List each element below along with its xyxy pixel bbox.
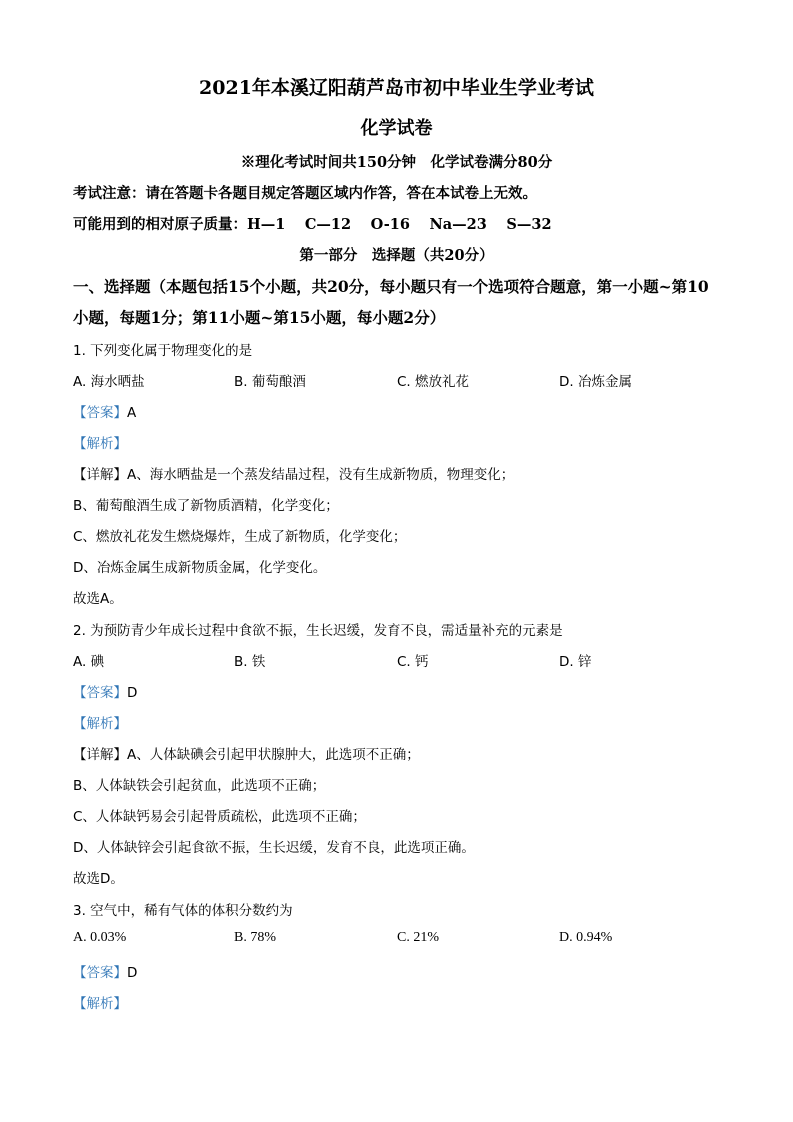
section-instruction-line2: 小题，每题1分；第11小题~第15小题，每小题2分） <box>73 308 446 327</box>
question-2-answer <box>73 681 137 701</box>
question-1-detail-line: B、葡萄酿酒生成了新物质酒精，化学变化； <box>73 498 339 514</box>
question-1-conclusion: 故选A。 <box>73 591 123 607</box>
question-2-option-c: C. 钙 <box>397 654 429 670</box>
part-title: 第一部分 选择题（共20分） <box>299 247 494 264</box>
question-3-analysis-tag: 【解析】 <box>73 996 127 1012</box>
question-3-answer <box>73 961 137 981</box>
question-1-detail-line: D、冶炼金属生成新物质金属，化学变化。 <box>73 560 327 576</box>
question-1-option-c: C. 燃放礼花 <box>397 374 470 390</box>
question-2-detail-line: D、人体缺锌会引起食欲不振，生长迟缓，发育不良，此选项正确。 <box>73 840 475 856</box>
question-2-stem: 2. 为预防青少年成长过程中食欲不振，生长迟缓，发育不良，需适量补充的元素是 <box>73 623 563 639</box>
question-2-option-b: B. 铁 <box>234 654 266 670</box>
question-2-conclusion: 故选D。 <box>73 871 124 887</box>
answer-value: D <box>127 685 138 701</box>
question-2-analysis-tag: 【解析】 <box>73 716 127 732</box>
question-3-stem: 3. 空气中，稀有气体的体积分数约为 <box>73 903 293 919</box>
question-3-option-a: A. 0.03% <box>73 930 127 945</box>
question-3-option-b: B. 78% <box>234 930 276 945</box>
question-3-option-d: D. 0.94% <box>559 930 613 945</box>
question-1-option-b: B. 葡萄酿酒 <box>234 374 306 390</box>
question-1-detail-line: 【详解】A、海水晒盐是一个蒸发结晶过程，没有生成新物质，物理变化； <box>73 467 515 483</box>
question-1-stem: 1. 下列变化属于物理变化的是 <box>73 343 253 359</box>
answer-tag: 【答案】 <box>73 405 127 421</box>
question-2-option-d: D. 锌 <box>559 654 592 670</box>
answer-tag: 【答案】 <box>73 965 127 981</box>
answer-value: A <box>127 405 137 421</box>
question-1-analysis-tag: 【解析】 <box>73 436 127 452</box>
section-instruction-line1: 一、选择题（本题包括15个小题，共20分，每小题只有一个选项符合题意，第一小题~第10 <box>73 277 709 296</box>
question-2-option-a: A. 碘 <box>73 654 105 670</box>
exam-subtitle: 化学试卷 <box>360 118 433 139</box>
question-1-option-a: A. 海水晒盐 <box>73 374 145 390</box>
question-2-detail-line: 【详解】A、人体缺碘会引起甲状腺肿大，此选项不正确； <box>73 747 420 763</box>
time-note: ※理化考试时间共150分钟 化学试卷满分80分 <box>240 154 553 171</box>
question-2-detail-line: C、人体缺钙易会引起骨质疏松，此选项不正确； <box>73 809 366 825</box>
question-1-detail-line: C、燃放礼花发生燃烧爆炸，生成了新物质，化学变化； <box>73 529 407 545</box>
question-1-answer <box>73 401 136 421</box>
answer-tag: 【答案】 <box>73 685 127 701</box>
question-2-detail-line: B、人体缺铁会引起贫血，此选项不正确； <box>73 778 326 794</box>
question-1-option-d: D. 冶炼金属 <box>559 374 632 390</box>
exam-notice: 考试注意：请在答题卡各题目规定答题区域内作答，答在本试卷上无效。 <box>73 185 537 202</box>
atomic-mass-line: 可能用到的相对原子质量：H—1 C—12 O-16 Na—23 S—32 <box>73 216 552 233</box>
answer-value: D <box>127 965 138 981</box>
question-3-option-c: C. 21% <box>397 930 439 945</box>
exam-title: 2021年本溪辽阳葫芦岛市初中毕业生学业考试 <box>199 77 594 99</box>
